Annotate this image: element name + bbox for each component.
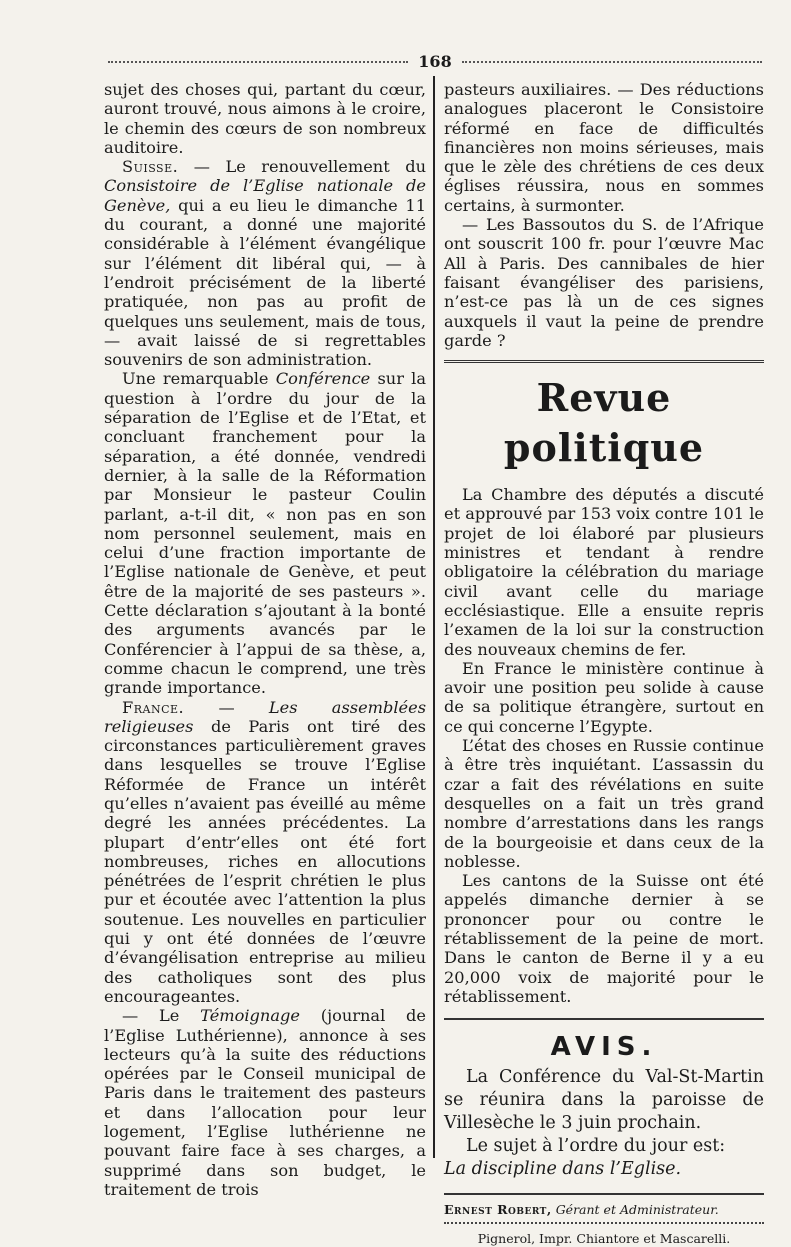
italic-fragment: Les assemblées religieuses <box>104 697 427 736</box>
text-fragment: (journal de l’Eglise Luthérienne), annonce à ses lecteurs qu’à la suite des réductions opérées par le Conseil municipal de Paris dans le traitement des pasteurs et dans l’allocation pour leur logement, l’Eglise luthérienne ne pouvant faire face à ses charges, a supprimé dans son budget, le traitement de trois <box>104 1006 427 1199</box>
article-continuation: sujet des choses qui, partant du cœur, auront trouvé, nous aimons à le croire, le chemin des cœurs de son nombreux auditoire. <box>104 80 426 157</box>
manager-name: Ernest Robert, <box>444 1202 552 1218</box>
text-fragment: — <box>184 697 269 717</box>
footer-divider <box>444 1222 764 1224</box>
column-divider <box>433 76 435 1158</box>
politics-paragraph: L’état des choses en Russie continue à être très inquiétant. L’assassin du czar a fait des révélations en suite desquelles on a fait un très grand nombre d’arrestations dans les rangs de la bourgeoisie et dans ceux de la noblesse. <box>444 736 764 871</box>
page-header <box>108 52 762 72</box>
text-fragment: — Le <box>122 1006 201 1026</box>
section-label-france: France. <box>122 697 185 717</box>
text-fragment: de Paris ont tiré des circonstances particulièrement graves dans lesquelles se trouve l’Eglise Réformée de France un intérêt qu’elles n’avaient pas éveillé au même degré les années précédentes. La plupart d’entr’elles ont été fort nombreuses, riches en allocutions pénétrées de l’esprit chrétien le plus pur et écoutée avec l’attention la plus soutenue. Les nouvelles en particulier qui y ont été données de l’œuvre d’évangélisation entreprise au milieu des catholiques sont des plus encourageantes. <box>104 716 426 1006</box>
manager-role: Gérant et Administrateur. <box>551 1202 719 1218</box>
left-column <box>104 80 426 1199</box>
article-bassoutos: — Les Bassoutos du S. de l’Afrique ont souscrit 100 fr. pour l’œuvre Mac All à Paris. Des cannibales de hier faisant évangéliser des parisiens, n’est-ce pas là un de ces signes auxquels il vaut la peine de prendre garde ? <box>444 215 764 350</box>
italic-fragment: Consistoire de l’Eglise nationale de Genève, <box>104 176 426 215</box>
article-conference <box>104 369 426 697</box>
politics-paragraph: La Chambre des députés a discuté et approuvé par 153 voix contre 101 le projet de loi élaboré par plusieurs ministres et tendant à rendre obligatoire la célébration du mariage civil avant celle du mariage ecclésiastique. Elle a ensuite repris l’examen de la loi sur la construction des nouveaux chemins de fer. <box>444 485 764 659</box>
article-suisse <box>104 157 426 369</box>
text-fragment: qui a eu lieu le dimanche 11 du courant, a donné une majorité considérable à l’élément évangélique sur l’élément dit libéral qui, — à l’endroit précisément de la liberté pratiquée, non pas au profit de quelques uns seulement, mais de tous, — avait laissé de si regrettables souvenirs de son administration. <box>104 195 426 370</box>
notice-paragraph: La Conférence du Val-St-Martin se réunira dans la paroisse de Villesèche le 3 juin prochain. <box>444 1067 764 1134</box>
italic-fragment: Conférence <box>275 369 371 389</box>
text-fragment: sur la question à l’ordre du jour de la séparation de l’Eglise et de l’Etat, et concluant franchement pour la séparation, a été donnée, vendredi dernier, à la salle de la Réformation par Monsieur le pasteur Coulin parlant, a-t-il dit, « non pas en son nom personnel seulement, mais en celui d’une fraction importante de l’Eglise nationale de Genève, et peut être de la majorité de ses pasteurs ». Cette déclaration s’ajoutant à la bonté des arguments avancés par le Conférencier à l’appui de sa thèse, a, comme chacun le comprend, une très grande importance. <box>104 369 426 698</box>
article-temoignage <box>104 1006 426 1199</box>
right-column <box>444 80 764 1247</box>
text-fragment: — Le renouvellement du <box>178 157 426 177</box>
text-fragment: Une remarquable <box>122 369 276 389</box>
header-rule-right <box>462 61 762 63</box>
notice-body <box>444 1066 764 1181</box>
footer-divider <box>444 1193 764 1195</box>
notice-title: AVIS. <box>550 1032 658 1063</box>
section-divider <box>444 360 764 363</box>
page-number: 168 <box>418 52 452 71</box>
section-title-revue-politique: Revue politique <box>503 375 705 471</box>
notice-paragraph: Le sujet à l’ordre du jour est: <box>466 1136 726 1157</box>
section-label-suisse: Suisse. <box>122 157 179 177</box>
manager-line <box>444 1201 764 1218</box>
article-france <box>104 698 426 1007</box>
article-continuation-right: pasteurs auxiliaires. — Des réductions analogues placeront le Consistoire réformé en face de difficultés financières non moins sérieuses, mais que le zèle des chrétiens de ces deux églises réussira, nous en sommes certains, à surmonter. <box>444 80 764 215</box>
italic-fragment: Témoignage <box>200 1006 300 1026</box>
italic-fragment: La discipline dans l’Eglise. <box>444 1159 682 1180</box>
notice-subject <box>444 1158 764 1181</box>
section-divider <box>444 1018 764 1020</box>
printer-line: Pignerol, Impr. Chiantore et Mascarelli. <box>477 1231 731 1247</box>
politics-paragraph: En France le ministère continue à avoir une position peu solide à cause de sa politique étrangère, surtout en ce qui concerne l’Egypte. <box>444 658 764 736</box>
politics-paragraph: Les cantons de la Suisse ont été appelés dimanche dernier à se prononcer pour ou contre le rétablissement de la peine de mort. Dans le canton de Berne il y a eu 20,000 voix de majorité pour le rétablissement. <box>444 871 764 1006</box>
